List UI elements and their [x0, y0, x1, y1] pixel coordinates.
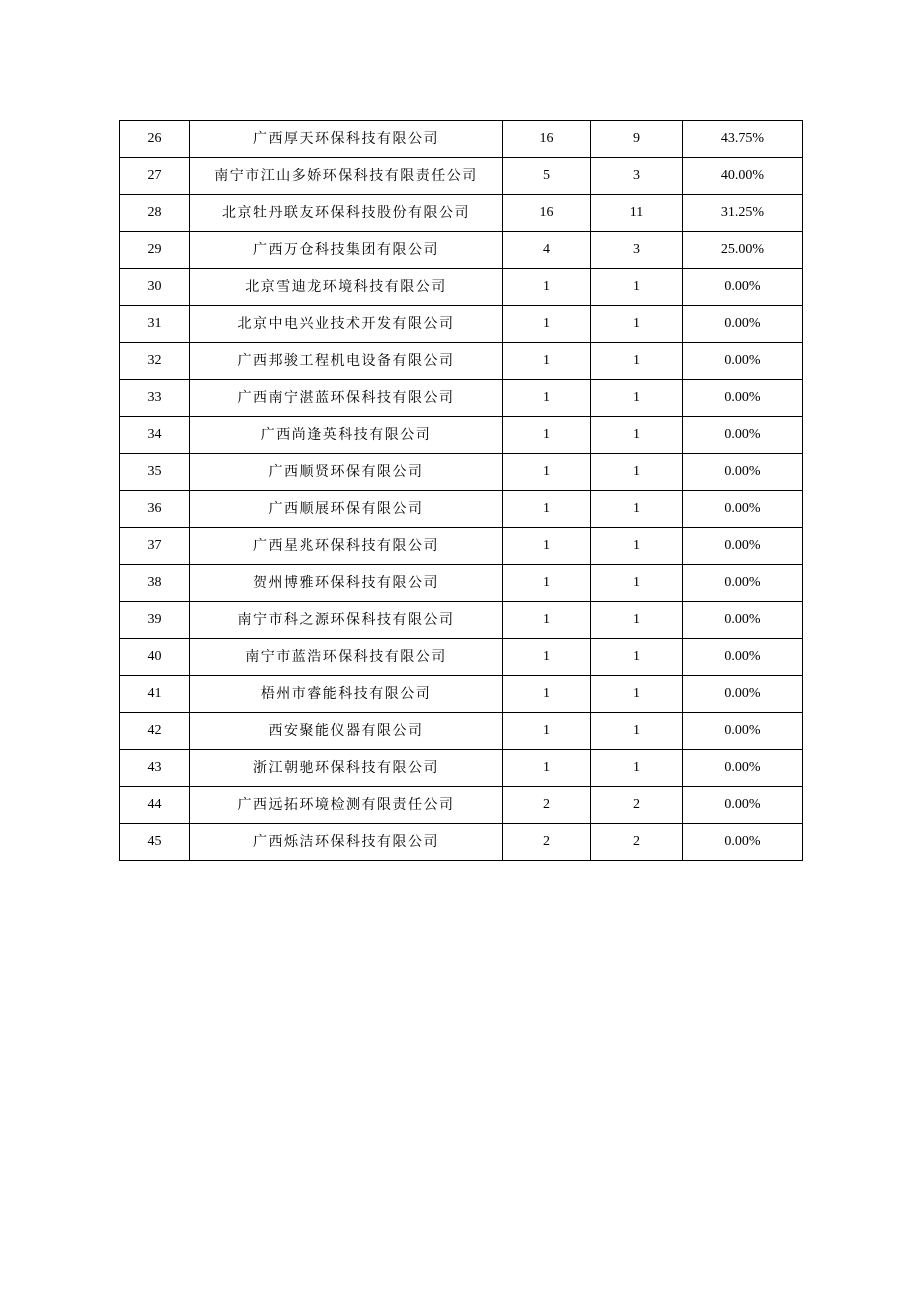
company-name-cell: 广西厚天环保科技有限公司 — [190, 121, 503, 158]
row-index-cell: 33 — [120, 380, 190, 417]
table-row — [120, 565, 803, 602]
table-row — [120, 787, 803, 824]
row-index-cell: 34 — [120, 417, 190, 454]
percentage-cell: 0.00% — [683, 602, 803, 639]
count-b-cell: 1 — [591, 713, 683, 750]
table-row — [120, 380, 803, 417]
percentage-cell: 0.00% — [683, 454, 803, 491]
table-row — [120, 158, 803, 195]
count-a-cell: 1 — [503, 750, 591, 787]
company-name-cell: 南宁市江山多娇环保科技有限责任公司 — [190, 158, 503, 195]
count-b-cell: 11 — [591, 195, 683, 232]
percentage-cell: 31.25% — [683, 195, 803, 232]
count-b-cell: 1 — [591, 269, 683, 306]
count-b-cell: 3 — [591, 232, 683, 269]
table-row — [120, 121, 803, 158]
percentage-cell: 0.00% — [683, 417, 803, 454]
count-a-cell: 1 — [503, 269, 591, 306]
count-b-cell: 2 — [591, 824, 683, 861]
company-name-cell: 广西烁洁环保科技有限公司 — [190, 824, 503, 861]
table-row — [120, 306, 803, 343]
company-name-cell: 西安聚能仪器有限公司 — [190, 713, 503, 750]
company-name-cell: 广西远拓环境检测有限责任公司 — [190, 787, 503, 824]
company-name-cell: 广西万仓科技集团有限公司 — [190, 232, 503, 269]
row-index-cell: 27 — [120, 158, 190, 195]
count-a-cell: 1 — [503, 306, 591, 343]
percentage-cell: 40.00% — [683, 158, 803, 195]
percentage-cell: 0.00% — [683, 269, 803, 306]
count-a-cell: 16 — [503, 195, 591, 232]
table-row — [120, 602, 803, 639]
count-a-cell: 1 — [503, 565, 591, 602]
company-name-cell: 浙江朝驰环保科技有限公司 — [190, 750, 503, 787]
company-name-cell: 广西尚逢英科技有限公司 — [190, 417, 503, 454]
count-a-cell: 1 — [503, 676, 591, 713]
row-index-cell: 42 — [120, 713, 190, 750]
row-index-cell: 35 — [120, 454, 190, 491]
row-index-cell: 29 — [120, 232, 190, 269]
percentage-cell: 0.00% — [683, 639, 803, 676]
company-name-cell: 广西星兆环保科技有限公司 — [190, 528, 503, 565]
count-b-cell: 1 — [591, 565, 683, 602]
count-a-cell: 1 — [503, 528, 591, 565]
company-name-cell: 贺州博雅环保科技有限公司 — [190, 565, 503, 602]
table-row — [120, 528, 803, 565]
count-a-cell: 1 — [503, 713, 591, 750]
row-index-cell: 37 — [120, 528, 190, 565]
table-row — [120, 269, 803, 306]
percentage-cell: 0.00% — [683, 713, 803, 750]
company-name-cell: 北京中电兴业技术开发有限公司 — [190, 306, 503, 343]
percentage-cell: 0.00% — [683, 676, 803, 713]
count-b-cell: 1 — [591, 750, 683, 787]
percentage-cell: 0.00% — [683, 380, 803, 417]
percentage-cell: 0.00% — [683, 565, 803, 602]
table-body — [120, 121, 803, 861]
company-name-cell: 南宁市蓝浩环保科技有限公司 — [190, 639, 503, 676]
percentage-cell: 0.00% — [683, 491, 803, 528]
row-index-cell: 44 — [120, 787, 190, 824]
percentage-cell: 0.00% — [683, 343, 803, 380]
row-index-cell: 39 — [120, 602, 190, 639]
percentage-cell: 25.00% — [683, 232, 803, 269]
table-row — [120, 639, 803, 676]
count-b-cell: 1 — [591, 676, 683, 713]
count-a-cell: 1 — [503, 380, 591, 417]
count-a-cell: 1 — [503, 343, 591, 380]
table-row — [120, 454, 803, 491]
count-b-cell: 3 — [591, 158, 683, 195]
count-a-cell: 1 — [503, 491, 591, 528]
company-name-cell: 广西顺贤环保有限公司 — [190, 454, 503, 491]
count-a-cell: 1 — [503, 639, 591, 676]
row-index-cell: 31 — [120, 306, 190, 343]
row-index-cell: 38 — [120, 565, 190, 602]
row-index-cell: 41 — [120, 676, 190, 713]
count-b-cell: 1 — [591, 380, 683, 417]
percentage-cell: 43.75% — [683, 121, 803, 158]
company-name-cell: 广西邦骏工程机电设备有限公司 — [190, 343, 503, 380]
company-name-cell: 广西南宁湛蓝环保科技有限公司 — [190, 380, 503, 417]
row-index-cell: 36 — [120, 491, 190, 528]
table-row — [120, 232, 803, 269]
count-a-cell: 1 — [503, 602, 591, 639]
table-row — [120, 750, 803, 787]
count-b-cell: 1 — [591, 602, 683, 639]
count-a-cell: 1 — [503, 454, 591, 491]
percentage-cell: 0.00% — [683, 306, 803, 343]
count-a-cell: 16 — [503, 121, 591, 158]
table-row — [120, 713, 803, 750]
percentage-cell: 0.00% — [683, 528, 803, 565]
count-b-cell: 1 — [591, 417, 683, 454]
count-a-cell: 4 — [503, 232, 591, 269]
company-name-cell: 北京牡丹联友环保科技股份有限公司 — [190, 195, 503, 232]
company-stats-table — [119, 120, 803, 861]
count-b-cell: 1 — [591, 454, 683, 491]
row-index-cell: 30 — [120, 269, 190, 306]
row-index-cell: 26 — [120, 121, 190, 158]
count-a-cell: 5 — [503, 158, 591, 195]
table-row — [120, 195, 803, 232]
percentage-cell: 0.00% — [683, 824, 803, 861]
table-row — [120, 417, 803, 454]
count-b-cell: 1 — [591, 639, 683, 676]
count-a-cell: 2 — [503, 787, 591, 824]
count-a-cell: 1 — [503, 417, 591, 454]
company-name-cell: 梧州市睿能科技有限公司 — [190, 676, 503, 713]
count-b-cell: 1 — [591, 491, 683, 528]
table-row — [120, 491, 803, 528]
count-b-cell: 2 — [591, 787, 683, 824]
percentage-cell: 0.00% — [683, 750, 803, 787]
row-index-cell: 32 — [120, 343, 190, 380]
count-b-cell: 1 — [591, 528, 683, 565]
company-name-cell: 北京雪迪龙环境科技有限公司 — [190, 269, 503, 306]
table-row — [120, 824, 803, 861]
table-row — [120, 676, 803, 713]
row-index-cell: 45 — [120, 824, 190, 861]
table-row — [120, 343, 803, 380]
company-name-cell: 广西顺展环保有限公司 — [190, 491, 503, 528]
company-name-cell: 南宁市科之源环保科技有限公司 — [190, 602, 503, 639]
row-index-cell: 28 — [120, 195, 190, 232]
percentage-cell: 0.00% — [683, 787, 803, 824]
count-a-cell: 2 — [503, 824, 591, 861]
count-b-cell: 9 — [591, 121, 683, 158]
count-b-cell: 1 — [591, 306, 683, 343]
count-b-cell: 1 — [591, 343, 683, 380]
row-index-cell: 43 — [120, 750, 190, 787]
row-index-cell: 40 — [120, 639, 190, 676]
